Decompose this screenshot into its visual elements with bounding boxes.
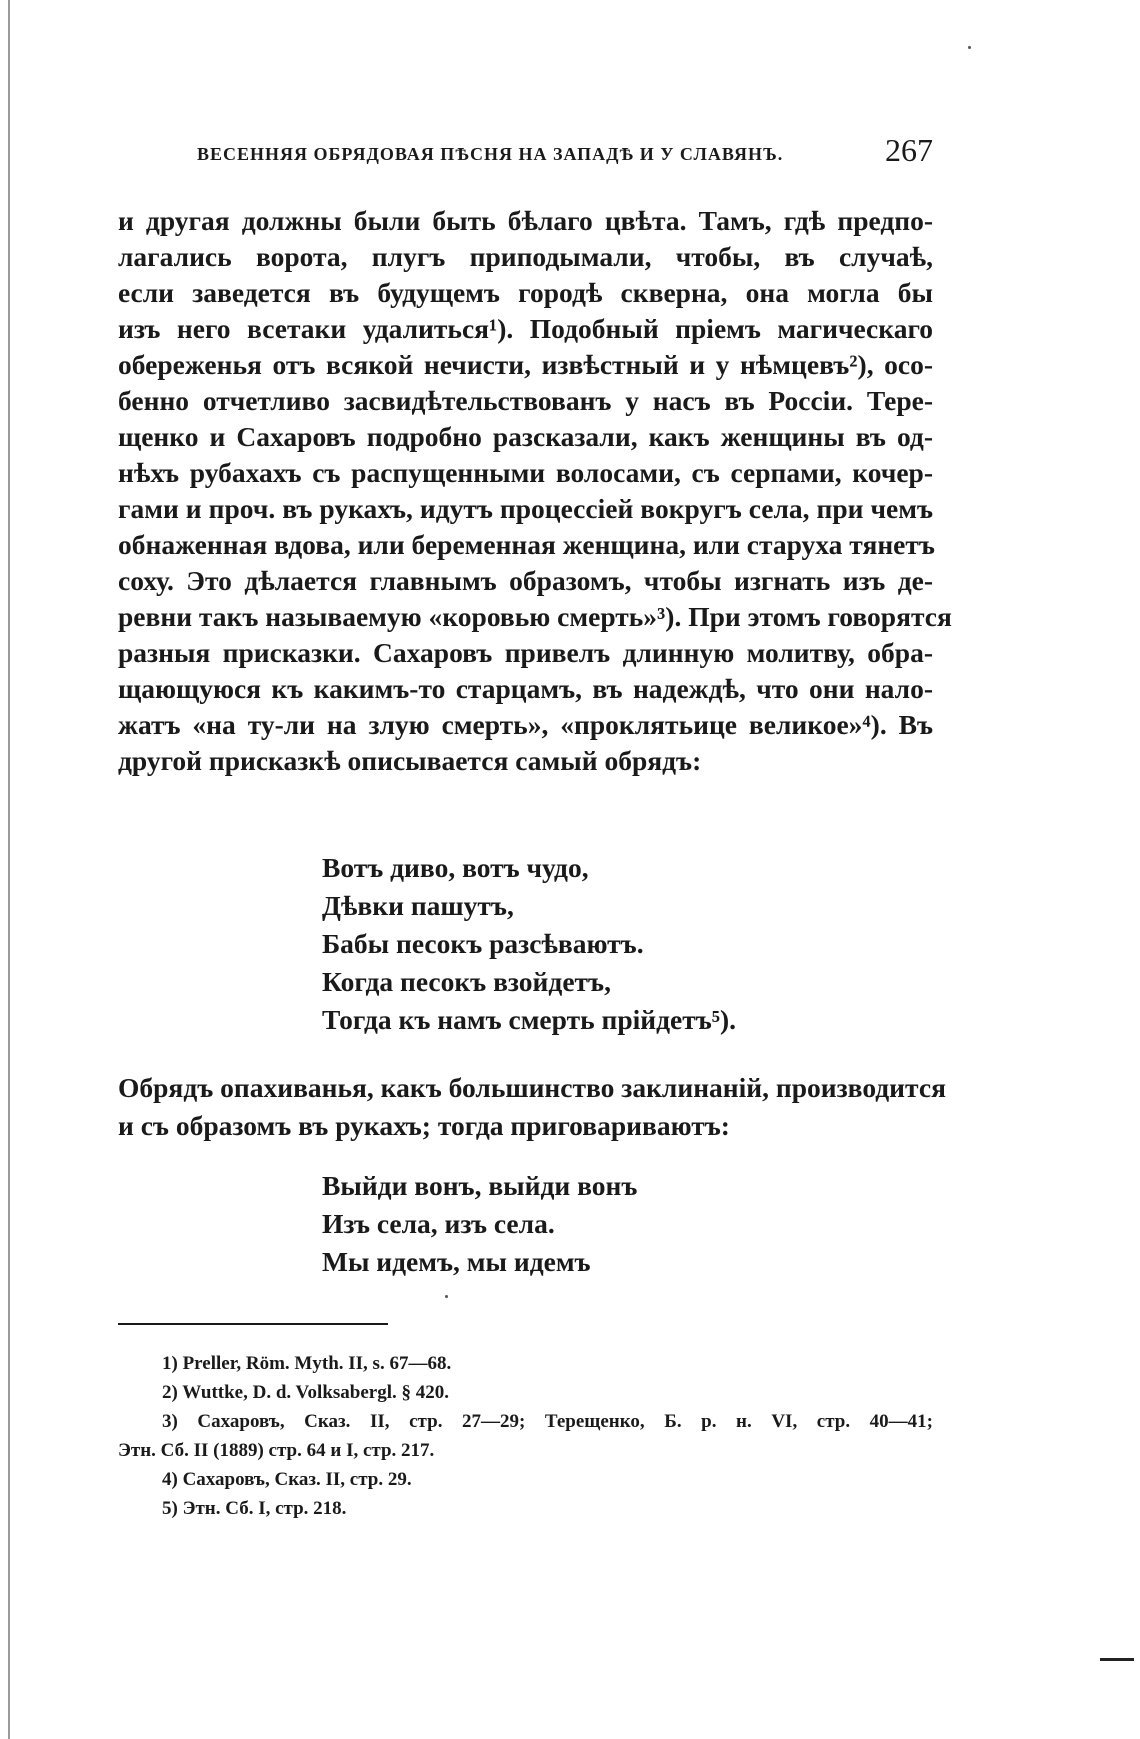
- text-line: изъ него всетаки удалиться¹). Подобный пріемъ магическаго: [118, 313, 933, 344]
- scan-left-edge: [8, 0, 10, 1739]
- text-line: если заведется въ будущемъ городѣ скверна, она могла бы: [118, 277, 933, 308]
- verse-line: Дѣвки пашутъ,: [322, 890, 514, 921]
- text-line: соху. Это дѣлается главнымъ образомъ, чтобы изгнать изъ де-: [118, 565, 933, 596]
- verse-line: Бабы песокъ разсѣваютъ.: [322, 928, 644, 959]
- scan-speck: [445, 1295, 448, 1298]
- verse-line: Мы идемъ, мы идемъ: [322, 1246, 591, 1277]
- paragraph-2: [118, 1069, 946, 1145]
- text-line: бенно отчетливо засвидѣтельствованъ у насъ въ Россіи. Тере-: [118, 385, 933, 416]
- page-header: [118, 132, 938, 182]
- text-line: гами и проч. въ рукахъ, идутъ процессіей вокругъ села, при чемъ: [118, 493, 933, 524]
- verse-line: Тогда къ намъ смерть прійдетъ⁵).: [322, 1004, 737, 1035]
- footnote-1: 1) Preller, Röm. Myth. II, s. 67—68.: [162, 1353, 452, 1374]
- verse-line: Вотъ диво, вотъ чудо,: [322, 852, 589, 883]
- footnote-3: 3) Сахаровъ, Сказ. II, стр. 27—29; Терещенко, Б. р. н. VI, стр. 40—41;: [162, 1411, 933, 1432]
- text-line: жатъ «на ту-ли на злую смерть», «проклятьице великое»⁴). Въ: [118, 709, 933, 740]
- verse-line: Изъ села, изъ села.: [322, 1208, 555, 1239]
- text-line: и съ образомъ въ рукахъ; тогда приговариваютъ:: [118, 1110, 730, 1141]
- text-line: обереженья отъ всякой нечисти, извѣстный и у нѣмцевъ²), осо-: [118, 349, 933, 380]
- text-line: щенко и Сахаровъ подробно разсказали, какъ женщины въ од-: [118, 421, 933, 452]
- footnote-5: 5) Этн. Сб. I, стр. 218.: [162, 1498, 347, 1519]
- footnote-separator: [118, 1323, 388, 1325]
- footnote-2: 2) Wuttke, D. d. Volksabergl. § 420.: [162, 1382, 449, 1403]
- verse-line: Когда песокъ взойдетъ,: [322, 966, 611, 997]
- running-title: ВЕСЕННЯЯ ОБРЯДОВАЯ ПѢСНЯ НА ЗАПАДѢ И У СЛАВЯНЪ.: [197, 144, 784, 164]
- footnote-4: 4) Сахаровъ, Сказ. II, стр. 29.: [162, 1469, 412, 1490]
- text-line: нѣхъ рубахахъ съ распущенными волосами, съ серпами, кочер-: [118, 457, 933, 488]
- verse-line: Выйди вонъ, выйди вонъ: [322, 1170, 638, 1201]
- scan-mark: [1100, 1658, 1134, 1661]
- verse-block-2: [322, 1167, 637, 1281]
- text-line: обнаженная вдова, или беременная женщина, или старуха тянетъ: [118, 529, 935, 560]
- text-line: разныя присказки. Сахаровъ привелъ длинную молитву, обра-: [118, 637, 933, 668]
- text-line: ревни такъ называемую «коровью смерть»³). При этомъ говорятся: [118, 601, 952, 632]
- text-line: щающуюся къ какимъ-то старцамъ, въ надеждѣ, что они нало-: [118, 673, 933, 704]
- page-number: 267: [885, 132, 933, 168]
- text-line: лагались ворота, плугъ приподымали, чтобы, въ случаѣ,: [118, 241, 933, 272]
- footnotes: [118, 1349, 933, 1523]
- text-line: другой присказкѣ описывается самый обрядъ:: [118, 745, 702, 776]
- verse-block-1: [322, 849, 736, 1039]
- footnote-3-continued: Этн. Сб. II (1889) стр. 64 и I, стр. 217.: [118, 1440, 435, 1461]
- text-line: и другая должны были быть бѣлаго цвѣта. Тамъ, гдѣ предпо-: [118, 205, 933, 236]
- paragraph-1: [118, 203, 952, 779]
- scan-speck: [968, 46, 971, 49]
- text-line: Обрядъ опахиванья, какъ большинство заклинаній, производится: [118, 1072, 946, 1103]
